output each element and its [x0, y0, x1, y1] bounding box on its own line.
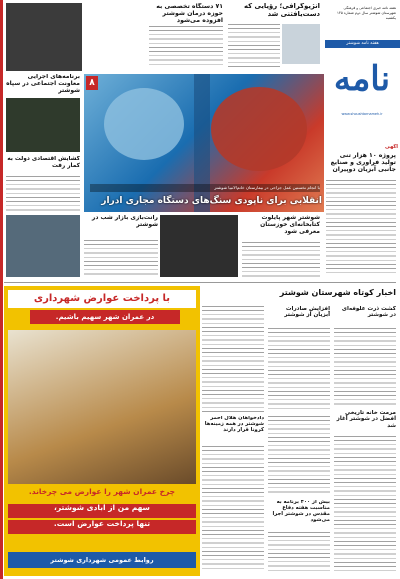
ad-subheadline: در عمران شهر سهیم باشیم.	[30, 310, 180, 324]
article-a5-title[interactable]: رانت‌بازی بازار شب در شوشتر	[91, 215, 158, 228]
article-a13-title[interactable]: بیش از ۴۰۰ برنامه به مناسبت هفته دفاع مقدس در شوشتر اجرا می‌شود	[272, 500, 330, 523]
ad-label: آگهی	[385, 144, 398, 150]
article-a9-body	[334, 328, 396, 406]
article-a12-title[interactable]: دادخواهان هلال احمر شوشتر در همه زمینه‌ها کرونا قرار دارند	[204, 416, 264, 433]
side-accent-bar	[0, 0, 3, 579]
article-a1-title[interactable]: آنژیوگرافی؛ رؤیایی که دست‌یافتنی شد	[244, 3, 320, 18]
ad-slogan-line2: سهم من از آبادی شوشتر،	[8, 504, 196, 518]
article-a9-title[interactable]: کشت ذرت علوفه‌ای در شوشتر	[341, 306, 396, 319]
article-a4-title[interactable]: گشایش اقتصادی دولت به کمار رفت	[7, 156, 80, 169]
portrait-photo-top	[6, 3, 82, 71]
article-a4-body	[6, 176, 80, 212]
ad-footer: روابط عمومی شهرداری شوشتر	[8, 552, 196, 568]
article-a8-title[interactable]: اخبار کوتاه شهرستان شوشتر	[279, 288, 396, 297]
article-a5-body	[84, 240, 158, 278]
article-a2-body	[149, 26, 223, 68]
newspaper-logo[interactable]: نامه	[333, 59, 391, 99]
commander-photo	[6, 98, 80, 152]
article-a6-title[interactable]: شوشتر شهر پایلوت کتابخانه‌ای خوزستان معرفی شود	[260, 215, 320, 235]
masthead	[325, 0, 400, 172]
ad-slogan-line1: چرخ عمران شهر را عوارض می‌ چرخاند.	[28, 488, 176, 496]
website-url[interactable]: www.shoushtarnameh.ir	[341, 112, 383, 116]
article-a1-body	[228, 24, 280, 68]
official-photo	[160, 215, 238, 277]
masthead-tagline: هفته نامه شوشتر	[325, 40, 400, 48]
article-a10-title[interactable]: افزایش صادرات آبزیان از شوشتر	[284, 306, 330, 319]
section-divider	[4, 282, 396, 283]
article-a12-body	[202, 306, 264, 412]
article-a11-title[interactable]: مرمت خانه تاریخی افضل در شوشتر آغاز شد	[336, 410, 396, 429]
hero-badge: ۸	[86, 76, 98, 90]
ad-headline: با پرداخت عوارض شهرداری	[8, 290, 196, 308]
ad-photo	[8, 330, 196, 484]
issue-info: هفته نامه خبری اجتماعی و فرهنگی شهرستان شوشتر سال دوم شماره ۱۳۵ یکشنبه	[336, 6, 396, 20]
article-a11-body	[334, 436, 396, 572]
article-a2-title[interactable]: ۷۱ دستگاه تخصصی به حوزه درمان شوشتر افزوده می‌شود	[156, 3, 223, 25]
article-a12-body-2	[202, 446, 264, 572]
article-a7-title[interactable]: پروژه ۱۰ هزار تنی تولید فراوری و صنایع جانبی آبزیان دوپیران	[330, 152, 396, 174]
hero-subtitle: با انجام نخستین عمل جراحی در بیمارستان خاتم‌الانبیا شوشتر	[90, 184, 320, 192]
article-a10-body	[268, 328, 330, 412]
man-portrait-photo	[6, 215, 80, 277]
article-a13-body	[268, 416, 330, 496]
article-a7-body	[326, 180, 396, 276]
machine-photo	[282, 24, 320, 64]
article-a3-title[interactable]: برنامه‌های اجرایی معاونت اجتماعی در سپاه شوشتر	[6, 74, 80, 94]
ad-slogan-line3: تنها پرداخت عوارض است.	[8, 520, 196, 534]
hero-caption[interactable]: انقلابی برای ناپودی سنگ‌های دستگاه مجاری ادرار	[101, 196, 322, 206]
article-a13-body-2	[268, 532, 330, 572]
article-a6-body	[242, 242, 320, 278]
